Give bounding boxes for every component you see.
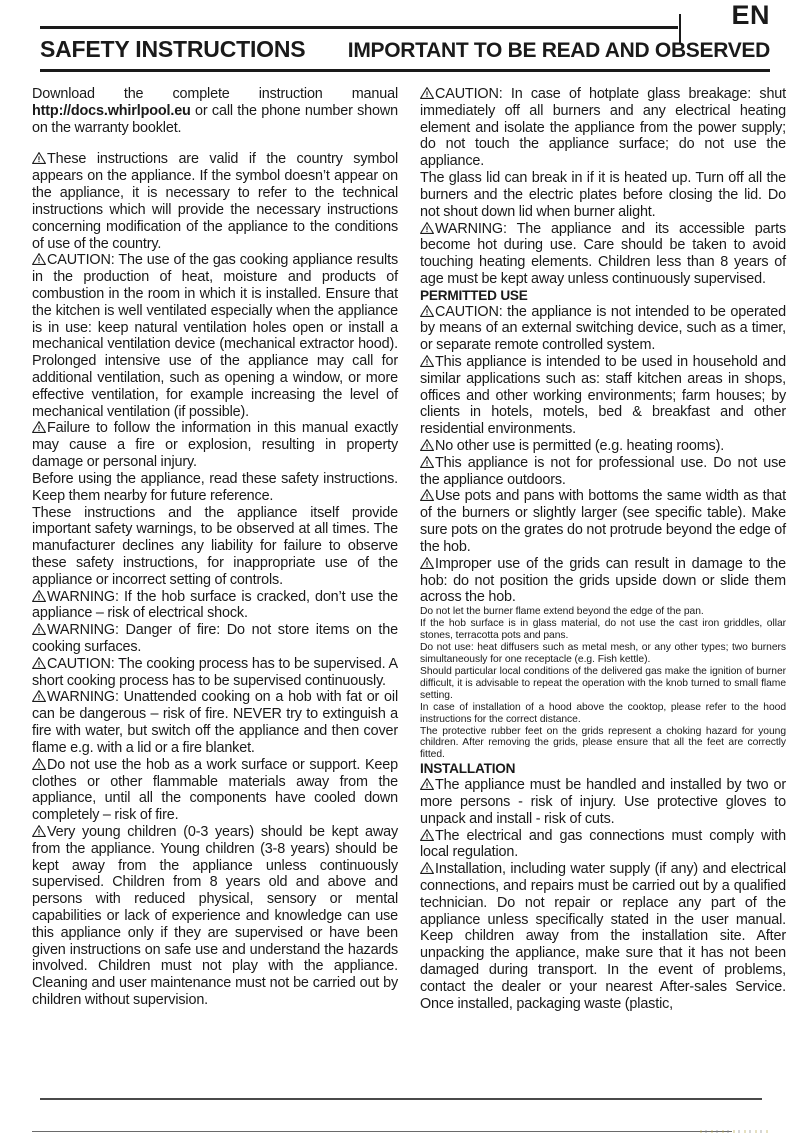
- warning-triangle-icon: [32, 152, 46, 164]
- paragraph-text: WARNING: If the hob surface is cracked, don’t use the appliance – risk of electrical shock.: [32, 588, 398, 622]
- warning-triangle-icon: [32, 690, 46, 702]
- fine-print-paragraph: The protective rubber feet on the grids represent a choking hazard for young children. After removing the grids, please ensure that all the feet are correctly fitted.: [420, 725, 786, 761]
- warning-triangle-icon: [420, 862, 434, 874]
- safety-paragraph: [32, 420, 398, 470]
- language-code: EN: [731, 0, 770, 30]
- two-column-body: [32, 86, 786, 1012]
- warning-triangle-icon: [420, 778, 434, 790]
- safety-paragraph: [420, 221, 786, 288]
- paragraph-text: Improper use of the grids can result in damage to the hob: do not position the grids upside down or slide them across the hob.: [420, 555, 786, 606]
- safety-paragraph: [32, 757, 398, 824]
- safety-paragraph: [32, 589, 398, 623]
- paragraph-text: WARNING: Danger of fire: Do not store items on the cooking surfaces.: [32, 622, 398, 655]
- section-heading-permitted-use: PERMITTED USE: [420, 287, 528, 303]
- warning-triangle-icon: [32, 758, 46, 770]
- section-heading-installation: INSTALLATION: [420, 761, 516, 777]
- paragraph-text: Failure to follow the information in this manual exactly may cause a fire or explosion, resulting in property damage or personal injury.: [32, 420, 398, 471]
- paragraph-text: These instructions and the appliance itself provide important safety warnings, to be observed at all times. The manufacturer declines any liability for failure to observe these safety instructions, for inappropriate use of the appliance or incorrect setting of controls.: [32, 504, 398, 588]
- paragraph-text: WARNING: The appliance and its accessible parts become hot during use. Care should be taken to avoid touching heating elements. Children less than 8 years of age must be kept away unless continuously supervised.: [420, 220, 786, 287]
- safety-paragraph: [32, 471, 398, 505]
- manual-url: http://docs.whirlpool.eu: [32, 102, 191, 119]
- paragraph-text: CAUTION: The use of the gas cooking appliance results in the production of heat, moisture and products of combustion in the room in which it is installed. Ensure that the kitchen is well ventilated especially when the appliance is in use: keep natural ventilation holes open or install a mechanical ventilation device (mechanical extractor hood). Prolonged intensive use of the appliance may call for additional ventilation, such as opening a window, or more effective ventilation, for example increasing the level of mechanical ventilation (if possible).: [32, 252, 398, 420]
- warning-triangle-icon: [420, 87, 434, 99]
- fine-print-paragraph: Do not let the burner flame extend beyond the edge of the pan.: [420, 606, 704, 618]
- download-note: [32, 86, 398, 136]
- right-column: [420, 86, 786, 1012]
- safety-paragraph: [32, 824, 398, 1009]
- footer-scan-artifact: [700, 1130, 770, 1133]
- paragraph-text: Do not use the hob as a work surface or support. Keep clothes or other flammable materials away from the appliance, until all the components have cooled down completely – risk of fire.: [32, 756, 398, 824]
- paragraph-text: This appliance is not for professional use. Do not use the appliance outdoors.: [420, 454, 786, 488]
- warning-triangle-icon: [420, 489, 434, 501]
- safety-paragraph: [420, 828, 786, 862]
- warning-triangle-icon: [32, 657, 46, 669]
- safety-paragraph: [420, 354, 786, 438]
- fine-print-paragraph: If the hob surface is in glass material, do not use the cast iron griddles, ollar stones, terracotta pots and pans.: [420, 618, 786, 642]
- paragraph-text: The glass lid can break in if it is heated up. Turn off all the burners and the electric plates before closing the lid. Do not shout down lid when burner alight.: [420, 170, 786, 220]
- page-header: [32, 0, 770, 78]
- warning-triangle-icon: [420, 829, 434, 841]
- footer-rule-secondary: [32, 1131, 732, 1132]
- warning-triangle-icon: [420, 355, 434, 367]
- header-subtitle: IMPORTANT TO BE READ AND OBSERVED: [347, 39, 770, 62]
- download-note-suffix: or call the phone number shown on the warranty booklet.: [32, 102, 398, 136]
- safety-paragraph: [420, 488, 786, 555]
- paragraph-text: Before using the appliance, read these safety instructions. Keep them nearby for future reference.: [32, 470, 398, 504]
- safety-paragraph: [32, 151, 398, 252]
- paragraph-text: The electrical and gas connections must comply with local regulation.: [420, 827, 786, 861]
- warning-triangle-icon: [420, 305, 434, 317]
- warning-triangle-icon: [420, 557, 434, 569]
- paragraph-text: Installation, including water supply (if any) and electrical connections, and repairs must be carried out by a qualified technician. Do not repair or replace any part of the appliance unless specifically stated in the user manual. Keep children away from the installation site. After unpacking the appliance, make sure that it has not been damaged during transport. In the event of problems, contact the dealer or your nearest After-sales Service. Once installed, packaging waste (plastic,: [420, 861, 786, 1012]
- paragraph-text: CAUTION: the appliance is not intended to be operated by means of an external switching device, such as a timer, or separate remote controlled system.: [420, 303, 786, 354]
- page-title: SAFETY INSTRUCTIONS: [40, 36, 306, 62]
- warning-triangle-icon: [32, 623, 46, 635]
- safety-paragraph: [32, 505, 398, 589]
- download-note-prefix: Download the complete instruction manual: [32, 86, 398, 102]
- warning-triangle-icon: [32, 421, 46, 433]
- paragraph-text: No other use is permitted (e.g. heating rooms).: [435, 438, 725, 455]
- warning-triangle-icon: [420, 439, 434, 451]
- safety-paragraph: [420, 455, 786, 489]
- paragraph-text: WARNING: Unattended cooking on a hob with fat or oil can be dangerous – risk of fire. NEVER try to extinguish a fire with water, but switch off the appliance and then cover flame e.g. with a lid or a fire blanket.: [32, 689, 398, 756]
- safety-paragraph: [420, 438, 786, 455]
- safety-paragraph: [420, 304, 786, 354]
- safety-paragraph: [32, 689, 398, 756]
- paragraph-text: CAUTION: In case of hotplate glass breakage: shut immediately off all burners and any electrical heating element and isolate the appliance from the power supply; do not touch the appliance surface; do not use the appliance.: [420, 86, 786, 170]
- safety-paragraph: [32, 252, 398, 420]
- warning-triangle-icon: [32, 825, 46, 837]
- paragraph-text: CAUTION: The cooking process has to be supervised. A short cooking process has to be supervised continuously.: [32, 655, 398, 689]
- header-bottom-rule: [40, 69, 770, 72]
- paragraph-text: These instructions are valid if the country symbol appears on the appliance. If the symbol doesn’t appear on the appliance, it is necessary to refer to the technical instructions which will provide the necessary instructions concerning modification of the appliance to the conditions of use of the country.: [32, 151, 398, 252]
- warning-triangle-icon: [420, 456, 434, 468]
- safety-paragraph: [32, 656, 398, 690]
- fine-print-paragraph: In case of installation of a hood above the cooktop, please refer to the hood instructions for the correct distance.: [420, 701, 786, 725]
- page-footer: [32, 1088, 770, 1134]
- warning-triangle-icon: [420, 222, 434, 234]
- fine-print-paragraph: Should particular local conditions of the delivered gas make the ignition of burner difficult, it is advisable to repeat the operation with the knob turned to small flame setting.: [420, 665, 786, 701]
- paragraph-text: Very young children (0-3 years) should be kept away from the appliance. Young children (3-8 years) should be kept away from the appliance unless continuously supervised. Children from 8 years old and above and persons with reduced physical, sensory or mental capabilities or lack of experience and knowledge can use this appliance only if they are supervised or have been given instructions on safe use and understand the hazards involved. Children must not play with the appliance. Cleaning and user maintenance must not be carried out by children without supervision.: [32, 823, 398, 1009]
- left-column: [32, 86, 398, 1009]
- header-top-rule: [40, 26, 678, 29]
- safety-paragraph: [420, 170, 786, 220]
- paragraph-text: Use pots and pans with bottoms the same width as that of the burners or slightly larger (see specific table). Make sure pots on the grates do not protrude beyond the edge of the hob.: [420, 488, 786, 555]
- safety-paragraph: [420, 86, 786, 170]
- paragraph-text: The appliance must be handled and installed by two or more persons - risk of injury. Use protective gloves to unpack and install - risk of cuts.: [420, 777, 786, 827]
- safety-paragraph: [420, 556, 786, 606]
- paragraph-text: This appliance is intended to be used in household and similar applications such as: staff kitchen areas in shops, offices and other working environments; farm houses; by clients in hotels, motels, bed & breakfast and other residential environments.: [420, 353, 786, 438]
- fine-print-paragraph: Do not use: heat diffusers such as metal mesh, or any other types; two burners simultaneously for one receptacle (e.g. Fish kettle).: [420, 641, 786, 665]
- warning-triangle-icon: [32, 590, 46, 602]
- safety-paragraph: [420, 861, 786, 1012]
- footer-rule: [40, 1098, 762, 1100]
- warning-triangle-icon: [32, 253, 46, 265]
- header-titles: [40, 36, 770, 63]
- paragraph-spacer: [32, 136, 398, 151]
- safety-paragraph: [420, 777, 786, 827]
- safety-paragraph: [32, 622, 398, 656]
